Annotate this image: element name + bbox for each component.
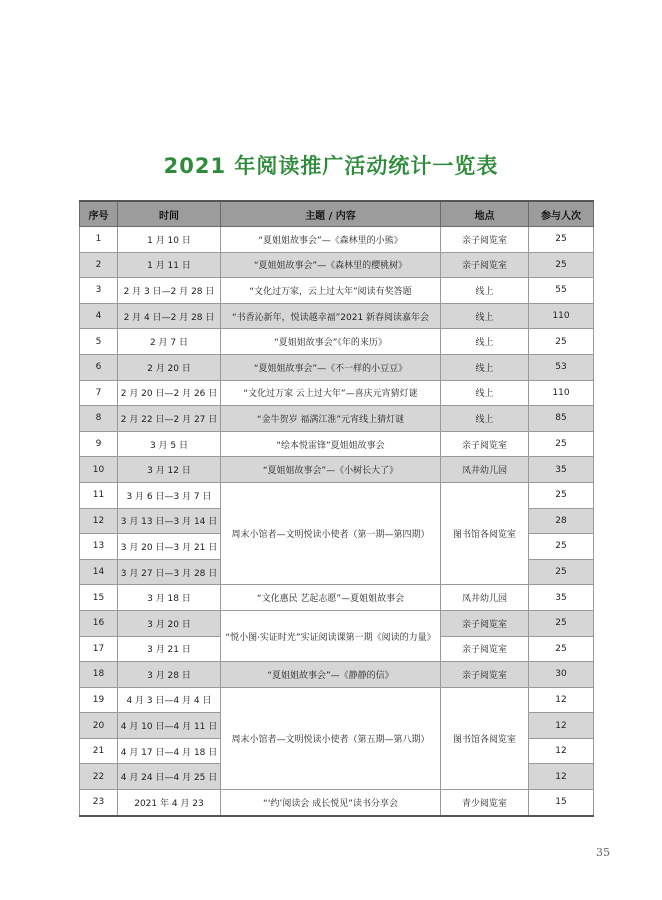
table-row (80, 380, 594, 406)
cell-count: 35 (529, 457, 594, 483)
cell-topic: “夏姐姐故事会”—《不一样的小豆豆》 (221, 354, 441, 380)
cell-count: 53 (529, 354, 594, 380)
cell-count: 110 (529, 303, 594, 329)
cell-no: 3 (80, 278, 118, 304)
cell-count: 12 (529, 738, 594, 764)
cell-no: 9 (80, 431, 118, 457)
cell-no: 22 (80, 764, 118, 790)
cell-time: 3 月 12 日 (118, 457, 221, 483)
cell-no: 13 (80, 534, 118, 560)
cell-place: 亲子阅览室 (441, 431, 529, 457)
cell-no: 17 (80, 636, 118, 662)
cell-time: 4 月 17 日—4 月 18 日 (118, 738, 221, 764)
cell-no: 14 (80, 559, 118, 585)
cell-time: 3 月 21 日 (118, 636, 221, 662)
cell-count: 25 (529, 482, 594, 508)
cell-count: 12 (529, 764, 594, 790)
cell-place: 线上 (441, 380, 529, 406)
cell-count: 55 (529, 278, 594, 304)
cell-count: 28 (529, 508, 594, 534)
table-row (80, 457, 594, 483)
cell-time: 2 月 22 日—2 月 27 日 (118, 406, 221, 432)
table-row (80, 610, 594, 636)
cell-count: 25 (529, 534, 594, 560)
table-row (80, 687, 594, 713)
cell-place: 亲子阅览室 (441, 662, 529, 688)
cell-place: 亲子阅览室 (441, 636, 529, 662)
cell-time: 2 月 7 日 (118, 329, 221, 355)
cell-no: 12 (80, 508, 118, 534)
cell-no: 19 (80, 687, 118, 713)
table-row (80, 354, 594, 380)
cell-count: 110 (529, 380, 594, 406)
cell-time: 3 月 6 日—3 月 7 日 (118, 482, 221, 508)
cell-time: 2 月 20 日 (118, 354, 221, 380)
cell-count: 25 (529, 252, 594, 278)
cell-topic: “‘约’阅读会 成长悦见”读书分享会 (221, 790, 441, 816)
cell-place: 亲子阅览室 (441, 227, 529, 253)
cell-no: 7 (80, 380, 118, 406)
cell-no: 1 (80, 227, 118, 253)
cell-no: 23 (80, 790, 118, 816)
cell-no: 18 (80, 662, 118, 688)
cell-place: 线上 (441, 303, 529, 329)
cell-topic: “夏姐姐故事会”—《森林里的小熊》 (221, 227, 441, 253)
header-count: 参与人次 (529, 201, 594, 227)
cell-topic: “绘本悦雷锋”夏姐姐故事会 (221, 431, 441, 457)
cell-topic-merged: “悦小图·实证时光”实证阅读课第一期《阅读的力量》 (221, 610, 441, 661)
cell-count: 12 (529, 713, 594, 739)
cell-topic: “夏姐姐故事会”—《小树长大了》 (221, 457, 441, 483)
cell-count: 12 (529, 687, 594, 713)
cell-time: 2 月 3 日—2 月 28 日 (118, 278, 221, 304)
activity-table (79, 200, 594, 817)
cell-time: 3 月 5 日 (118, 431, 221, 457)
cell-time: 3 月 13 日—3 月 14 日 (118, 508, 221, 534)
header-topic: 主题 / 内容 (221, 201, 441, 227)
table-row (80, 585, 594, 611)
cell-topic: “文化过万家，云上过大年”阅读有奖答题 (221, 278, 441, 304)
cell-place: 线上 (441, 406, 529, 432)
cell-place: 线上 (441, 278, 529, 304)
cell-topic: “书香沁新年，悦读越幸福”2021 新春阅读嘉年会 (221, 303, 441, 329)
cell-no: 15 (80, 585, 118, 611)
cell-no: 21 (80, 738, 118, 764)
cell-topic-merged: 周末小馆者—文明悦读小使者（第一期—第四期） (221, 482, 441, 584)
table-header-row (80, 201, 594, 227)
cell-place-merged: 图书馆各阅览室 (441, 482, 529, 584)
table-row (80, 790, 594, 816)
cell-place: 凤井幼儿园 (441, 457, 529, 483)
cell-place: 线上 (441, 329, 529, 355)
cell-time: 2021 年 4 月 23 (118, 790, 221, 816)
cell-place-merged: 图书馆各阅览室 (441, 687, 529, 789)
cell-count: 35 (529, 585, 594, 611)
table-row (80, 662, 594, 688)
cell-time: 1 月 10 日 (118, 227, 221, 253)
cell-count: 85 (529, 406, 594, 432)
cell-count: 25 (529, 227, 594, 253)
cell-place: 线上 (441, 354, 529, 380)
cell-time: 2 月 4 日—2 月 28 日 (118, 303, 221, 329)
cell-topic: “文化惠民 艺起志愿”—夏姐姐故事会 (221, 585, 441, 611)
cell-no: 11 (80, 482, 118, 508)
cell-topic: “文化过万家 云上过大年”—喜庆元宵猜灯谜 (221, 380, 441, 406)
cell-time: 3 月 18 日 (118, 585, 221, 611)
cell-time: 2 月 20 日—2 月 26 日 (118, 380, 221, 406)
cell-no: 6 (80, 354, 118, 380)
table-row (80, 406, 594, 432)
cell-topic-merged: 周末小馆者—文明悦读小使者（第五期—第八期） (221, 687, 441, 789)
cell-topic: “夏姐姐故事会”—《森林里的樱桃树》 (221, 252, 441, 278)
header-place: 地点 (441, 201, 529, 227)
header-time: 时间 (118, 201, 221, 227)
cell-count: 25 (529, 636, 594, 662)
table-row (80, 278, 594, 304)
cell-time: 3 月 27 日—3 月 28 日 (118, 559, 221, 585)
cell-time: 3 月 20 日—3 月 21 日 (118, 534, 221, 560)
cell-place: 凤井幼儿园 (441, 585, 529, 611)
cell-time: 1 月 11 日 (118, 252, 221, 278)
cell-time: 4 月 3 日—4 月 4 日 (118, 687, 221, 713)
cell-no: 8 (80, 406, 118, 432)
cell-no: 20 (80, 713, 118, 739)
cell-time: 3 月 28 日 (118, 662, 221, 688)
cell-count: 15 (529, 790, 594, 816)
cell-place: 青少阅览室 (441, 790, 529, 816)
table-row (80, 303, 594, 329)
cell-time: 4 月 24 日—4 月 25 日 (118, 764, 221, 790)
cell-count: 30 (529, 662, 594, 688)
table-row (80, 431, 594, 457)
cell-no: 5 (80, 329, 118, 355)
cell-count: 25 (529, 329, 594, 355)
table-row (80, 329, 594, 355)
cell-time: 4 月 10 日—4 月 11 日 (118, 713, 221, 739)
cell-no: 2 (80, 252, 118, 278)
cell-no: 4 (80, 303, 118, 329)
table-row (80, 482, 594, 508)
cell-place: 亲子阅览室 (441, 252, 529, 278)
cell-count: 25 (529, 559, 594, 585)
page-number: 35 (596, 846, 610, 859)
page-title: 2021 年阅读推广活动统计一览表 (163, 154, 499, 178)
table-row (80, 227, 594, 253)
header-no: 序号 (80, 201, 118, 227)
cell-count: 25 (529, 610, 594, 636)
cell-no: 10 (80, 457, 118, 483)
cell-topic: “夏姐姐故事会”—《静静的信》 (221, 662, 441, 688)
cell-time: 3 月 20 日 (118, 610, 221, 636)
cell-count: 25 (529, 431, 594, 457)
cell-topic: “夏姐姐故事会”《年的来历》 (221, 329, 441, 355)
table-row (80, 252, 594, 278)
cell-topic: “金牛贺岁 福满江淮”元宵线上猜灯谜 (221, 406, 441, 432)
cell-no: 16 (80, 610, 118, 636)
cell-place: 亲子阅览室 (441, 610, 529, 636)
